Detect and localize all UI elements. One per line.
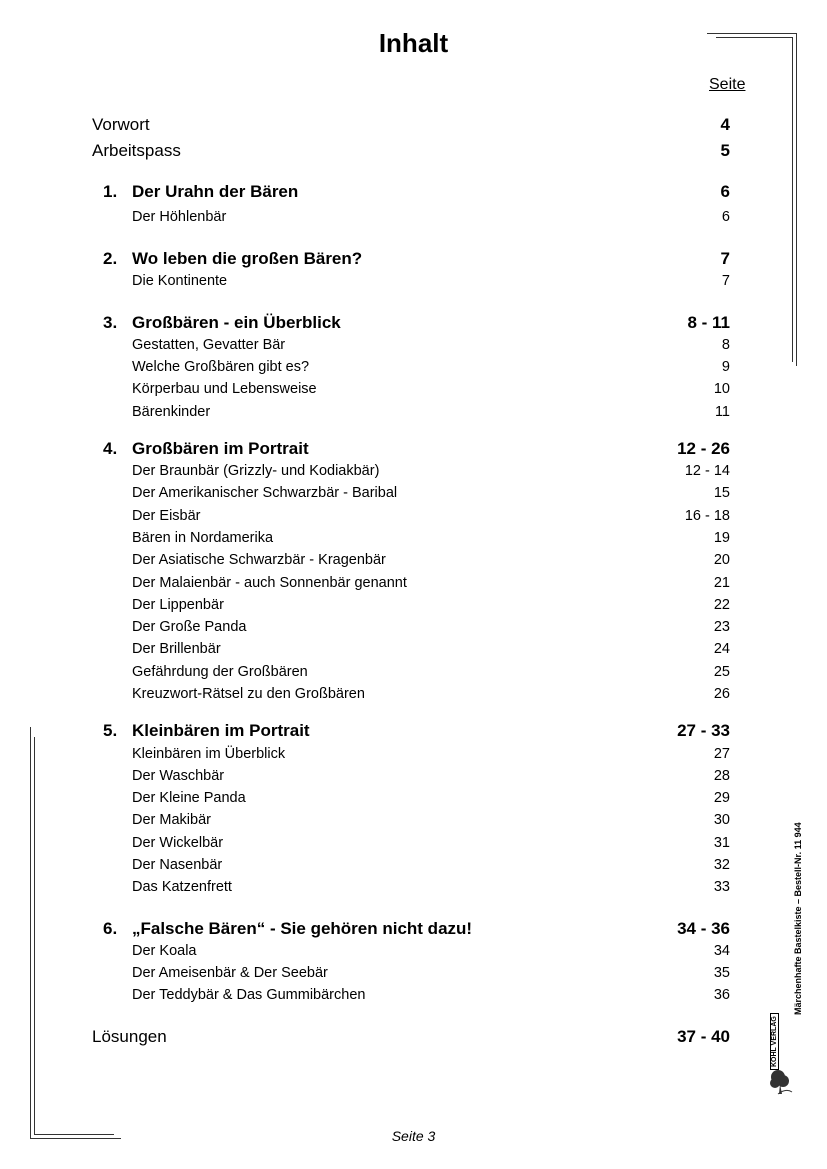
tree-logo-icon [768, 1068, 794, 1096]
toc-item [0, 686, 827, 708]
item-page: 32 [713, 857, 730, 873]
section-title: „Falsche Bären“ - Sie gehören nicht dazu! [132, 919, 473, 938]
toc-item [0, 835, 827, 857]
item-label: Kreuzwort-Rätsel zu den Großbären [132, 686, 365, 702]
item-label: Der Nasenbär [132, 857, 223, 873]
item-page: 10 [713, 381, 730, 397]
item-page: 26 [713, 686, 730, 702]
entry-label: Vorwort [92, 115, 150, 134]
item-label: Der Lippenbär [132, 597, 224, 613]
item-page: 16 - 18 [684, 508, 730, 524]
section-title: Wo leben die großen Bären? [132, 249, 363, 268]
order-number-sidebar: Märchenhafte Bastelkiste – Bestell-Nr. 11 944 [793, 822, 803, 1015]
toc-entry-arbeitspass [0, 141, 827, 163]
item-label: Der Ameisenbär & Der Seebär [132, 965, 328, 981]
toc-item [0, 790, 827, 812]
item-label: Der Wickelbär [132, 835, 224, 851]
section-number: 6. [103, 919, 118, 938]
item-label: Der Kleine Panda [132, 790, 246, 806]
toc-entry-loesungen [0, 1027, 827, 1049]
item-label: Der Amerikanischer Schwarzbär - Baribal [132, 485, 398, 501]
toc-item [0, 664, 827, 686]
toc-item [0, 746, 827, 768]
toc-section-1 [0, 182, 827, 204]
item-page: 6 [721, 209, 730, 225]
item-page: 7 [721, 273, 730, 289]
page-title: Inhalt [378, 28, 449, 58]
section-page: 34 - 36 [677, 919, 730, 938]
toc-item [0, 965, 827, 987]
section-page: 7 [720, 249, 730, 268]
toc-item [0, 209, 827, 231]
item-label: Der Braunbär (Grizzly- und Kodiakbär) [132, 463, 380, 479]
item-label: Gefährdung der Großbären [132, 664, 308, 680]
entry-page: 4 [720, 115, 730, 134]
toc-item [0, 879, 827, 901]
item-page: 23 [713, 619, 730, 635]
entry-page: 37 - 40 [677, 1027, 730, 1046]
publisher-name: KOHL VERLAG [770, 1013, 779, 1070]
section-number: 1. [103, 182, 118, 201]
toc-section-3 [0, 313, 827, 335]
item-label: Körperbau und Lebensweise [132, 381, 317, 397]
item-page: 25 [713, 664, 730, 680]
toc-item [0, 597, 827, 619]
item-page: 34 [713, 943, 730, 959]
item-page: 9 [721, 359, 730, 375]
item-page: 20 [713, 552, 730, 568]
item-page: 24 [713, 641, 730, 657]
toc-item [0, 404, 827, 426]
toc-item [0, 857, 827, 879]
item-page: 12 - 14 [684, 463, 730, 479]
item-label: Gestatten, Gevatter Bär [132, 337, 286, 353]
item-label: Der Asiatische Schwarzbär - Kragenbär [132, 552, 386, 568]
item-label: Kleinbären im Überblick [132, 746, 286, 762]
item-page: 36 [713, 987, 730, 1003]
item-label: Bärenkinder [132, 404, 211, 420]
item-page: 28 [713, 768, 730, 784]
item-page: 31 [713, 835, 730, 851]
item-page: 30 [713, 812, 730, 828]
page-footer: Seite 3 [391, 1128, 436, 1144]
item-label: Der Koala [132, 943, 197, 959]
entry-page: 5 [720, 141, 730, 160]
item-page: 11 [714, 404, 730, 420]
section-number: 2. [103, 249, 118, 268]
section-title: Großbären im Portrait [132, 439, 309, 458]
section-page: 27 - 33 [677, 721, 730, 740]
section-page: 8 - 11 [687, 313, 730, 332]
toc-entry-vorwort [0, 115, 827, 137]
item-page: 19 [713, 530, 730, 546]
item-label: Der Eisbär [132, 508, 201, 524]
item-label: Die Kontinente [132, 273, 228, 289]
item-page: 29 [713, 790, 730, 806]
section-title: Kleinbären im Portrait [132, 721, 310, 740]
toc-section-4 [0, 439, 827, 461]
item-page: 21 [713, 575, 730, 591]
section-number: 4. [103, 439, 118, 458]
page-column-label: Seite [709, 76, 746, 93]
entry-label: Lösungen [92, 1027, 167, 1046]
item-label: Der Brillenbär [132, 641, 221, 657]
item-label: Der Makibär [132, 812, 211, 828]
toc-item [0, 508, 827, 530]
item-page: 27 [713, 746, 730, 762]
toc-item [0, 463, 827, 485]
section-title: Der Urahn der Bären [132, 182, 299, 201]
item-label: Der Höhlenbär [132, 209, 227, 225]
toc-item [0, 768, 827, 790]
item-label: Das Katzenfrett [132, 879, 232, 895]
section-number: 5. [103, 721, 118, 740]
toc-item [0, 381, 827, 403]
toc-item [0, 359, 827, 381]
toc-section-2 [0, 249, 827, 271]
item-page: 8 [721, 337, 730, 353]
entry-label: Arbeitspass [92, 141, 181, 160]
toc-item [0, 485, 827, 507]
item-page: 33 [713, 879, 730, 895]
item-label: Bären in Nordamerika [132, 530, 274, 546]
item-page: 15 [713, 485, 730, 501]
toc-item [0, 812, 827, 834]
section-number: 3. [103, 313, 118, 332]
toc-item [0, 273, 827, 295]
toc-section-5 [0, 721, 827, 743]
toc-item [0, 987, 827, 1009]
section-title: Großbären - ein Überblick [132, 313, 341, 332]
toc-item [0, 943, 827, 965]
item-label: Welche Großbären gibt es? [132, 359, 310, 375]
toc-item [0, 337, 827, 359]
item-label: Der Malaienbär - auch Sonnenbär genannt [132, 575, 407, 591]
toc-item [0, 530, 827, 552]
item-label: Der Waschbär [132, 768, 225, 784]
section-page: 12 - 26 [677, 439, 730, 458]
toc-section-6 [0, 919, 827, 941]
item-label: Der Teddybär & Das Gummibärchen [132, 987, 366, 1003]
toc-item [0, 619, 827, 641]
item-label: Der Große Panda [132, 619, 247, 635]
item-page: 22 [713, 597, 730, 613]
toc-item [0, 575, 827, 597]
item-page: 35 [713, 965, 730, 981]
section-page: 6 [720, 182, 730, 201]
toc-item [0, 641, 827, 663]
toc-item [0, 552, 827, 574]
